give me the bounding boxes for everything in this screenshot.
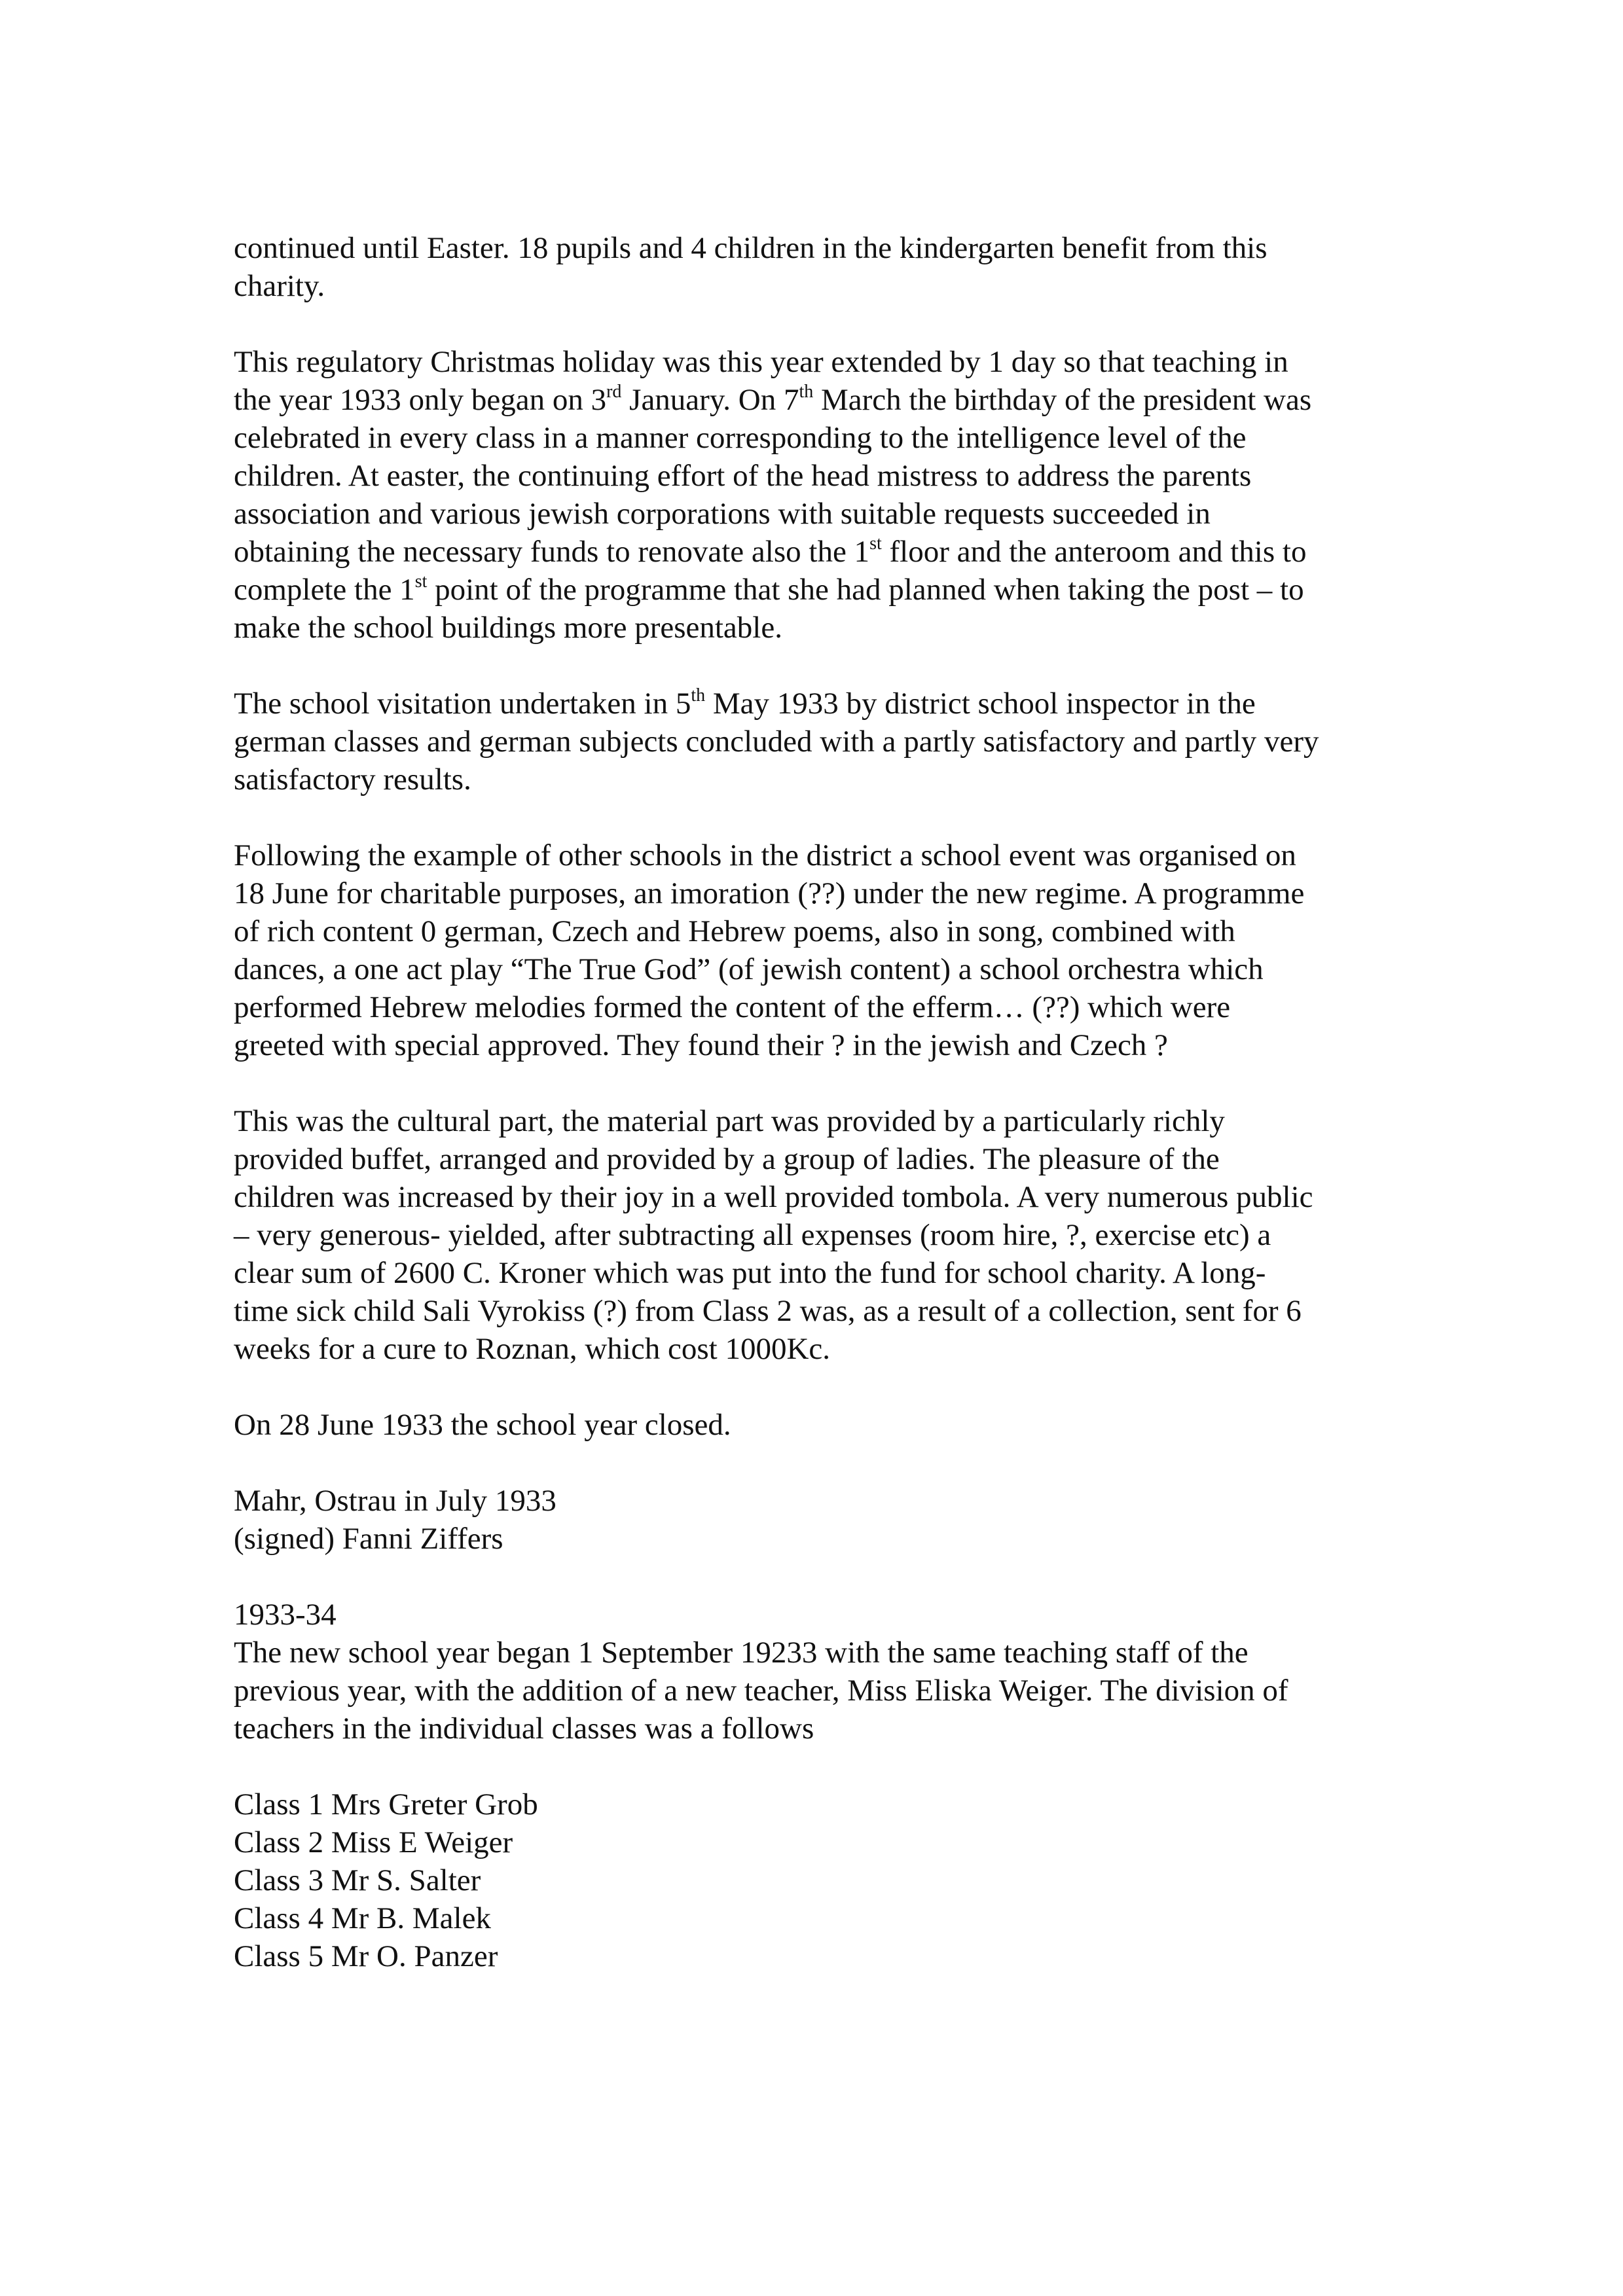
text-line <box>234 1823 1412 1861</box>
text-line <box>234 1254 1412 1292</box>
text-segment: association and various jewish corporations with suitable requests succeeded in <box>234 497 1211 531</box>
text-segment: Class 4 Mr B. Malek <box>234 1901 491 1935</box>
text-segment: previous year, with the addition of a new teacher, Miss Eliska Weiger. The division of <box>234 1674 1288 1708</box>
text-line <box>234 836 1412 874</box>
paragraph <box>234 836 1412 1064</box>
text-segment: March the birthday of the president was <box>813 383 1312 417</box>
text-segment: time sick child Sali Vyrokiss (?) from Class 2 was, as a result of a collection, sent for 6 <box>234 1294 1302 1328</box>
text-segment: January. On 7 <box>621 383 799 417</box>
text-line <box>234 685 1412 723</box>
paragraph <box>234 229 1412 305</box>
text-line <box>234 1710 1412 1748</box>
text-line <box>234 571 1412 609</box>
text-line <box>234 988 1412 1026</box>
text-line <box>234 533 1412 571</box>
text-segment: Mahr, Ostrau in July 1933 <box>234 1484 556 1518</box>
text-line <box>234 343 1412 381</box>
text-line <box>234 267 1412 305</box>
superscript: st <box>869 533 882 554</box>
text-segment: This was the cultural part, the material part was provided by a particularly richly <box>234 1104 1225 1138</box>
text-line <box>234 229 1412 267</box>
text-line <box>234 1026 1412 1064</box>
text-segment: (signed) Fanni Ziffers <box>234 1522 503 1556</box>
paragraph <box>234 1406 1412 1444</box>
text-line <box>234 1140 1412 1178</box>
text-line <box>234 950 1412 988</box>
text-segment: children. At easter, the continuing effort of the head mistress to address the parents <box>234 459 1252 493</box>
text-line <box>234 381 1412 419</box>
superscript: st <box>414 571 428 592</box>
text-line <box>234 1520 1412 1558</box>
text-line <box>234 1634 1412 1672</box>
text-segment: performed Hebrew melodies formed the content of the efferm… (??) which were <box>234 990 1231 1024</box>
document-page <box>234 229 1412 1975</box>
text-line <box>234 1785 1412 1823</box>
paragraph <box>234 1482 1412 1558</box>
text-segment: dances, a one act play “The True God” (of jewish content) a school orchestra which <box>234 952 1264 986</box>
superscript: th <box>799 382 814 403</box>
text-line <box>234 495 1412 533</box>
text-segment: Class 1 Mrs Greter Grob <box>234 1787 538 1821</box>
text-segment: satisfactory results. <box>234 762 471 797</box>
text-line <box>234 419 1412 457</box>
text-segment: floor and the anteroom and this to <box>881 535 1307 569</box>
text-segment: 18 June for charitable purposes, an imoration (??) under the new regime. A programme <box>234 876 1305 910</box>
text-segment: celebrated in every class in a manner corresponding to the intelligence level of the <box>234 421 1247 455</box>
text-line <box>234 1292 1412 1330</box>
text-segment: children was increased by their joy in a well provided tombola. A very numerous public <box>234 1180 1313 1214</box>
paragraph <box>234 685 1412 798</box>
text-segment: greeted with special approved. They found their ? in the jewish and Czech ? <box>234 1028 1168 1062</box>
text-line <box>234 1216 1412 1254</box>
text-segment: May 1933 by district school inspector in the <box>705 687 1256 721</box>
text-segment: provided buffet, arranged and provided by a group of ladies. The pleasure of the <box>234 1142 1220 1176</box>
text-line <box>234 1861 1412 1899</box>
text-line <box>234 1330 1412 1368</box>
text-segment: obtaining the necessary funds to renovate also the 1 <box>234 535 870 569</box>
text-segment: of rich content 0 german, Czech and Hebrew poems, also in song, combined with <box>234 914 1235 948</box>
text-line <box>234 912 1412 950</box>
superscript: th <box>691 685 706 706</box>
text-segment: make the school buildings more presentable. <box>234 611 782 645</box>
paragraph <box>234 343 1412 647</box>
text-line <box>234 761 1412 798</box>
text-segment: The school visitation undertaken in 5 <box>234 687 691 721</box>
text-line <box>234 1406 1412 1444</box>
text-segment: weeks for a cure to Roznan, which cost 1000Kc. <box>234 1332 830 1366</box>
text-segment: Class 2 Miss E Weiger <box>234 1825 513 1859</box>
text-line <box>234 1937 1412 1975</box>
text-segment: point of the programme that she had planned when taking the post – to <box>427 573 1304 607</box>
paragraph <box>234 1785 1412 1975</box>
text-segment: german classes and german subjects concluded with a partly satisfactory and partly very <box>234 725 1319 759</box>
text-line <box>234 1672 1412 1710</box>
text-line <box>234 1899 1412 1937</box>
text-line <box>234 457 1412 495</box>
text-line <box>234 1596 1412 1634</box>
text-line <box>234 1178 1412 1216</box>
text-segment: 1933-34 <box>234 1598 337 1632</box>
superscript: rd <box>606 382 622 403</box>
paragraph <box>234 1102 1412 1368</box>
text-line <box>234 1102 1412 1140</box>
text-segment: On 28 June 1933 the school year closed. <box>234 1408 731 1442</box>
text-line <box>234 723 1412 761</box>
text-segment: This regulatory Christmas holiday was this year extended by 1 day so that teaching in <box>234 345 1288 379</box>
text-segment: Following the example of other schools in the district a school event was organised on <box>234 838 1296 872</box>
text-segment: continued until Easter. 18 pupils and 4 children in the kindergarten benefit from this <box>234 231 1267 265</box>
text-segment: complete the 1 <box>234 573 415 607</box>
text-line <box>234 874 1412 912</box>
text-segment: – very generous- yielded, after subtracting all expenses (room hire, ?, exercise etc) a <box>234 1218 1271 1252</box>
text-segment: clear sum of 2600 C. Kroner which was put into the fund for school charity. A long- <box>234 1256 1266 1290</box>
paragraph <box>234 1596 1412 1748</box>
text-segment: charity. <box>234 269 325 303</box>
text-segment: Class 3 Mr S. Salter <box>234 1863 481 1897</box>
text-segment: The new school year began 1 September 19233 with the same teaching staff of the <box>234 1636 1249 1670</box>
text-segment: teachers in the individual classes was a follows <box>234 1712 814 1746</box>
text-line <box>234 609 1412 647</box>
text-segment: the year 1933 only began on 3 <box>234 383 607 417</box>
text-segment: Class 5 Mr O. Panzer <box>234 1939 498 1973</box>
text-line <box>234 1482 1412 1520</box>
